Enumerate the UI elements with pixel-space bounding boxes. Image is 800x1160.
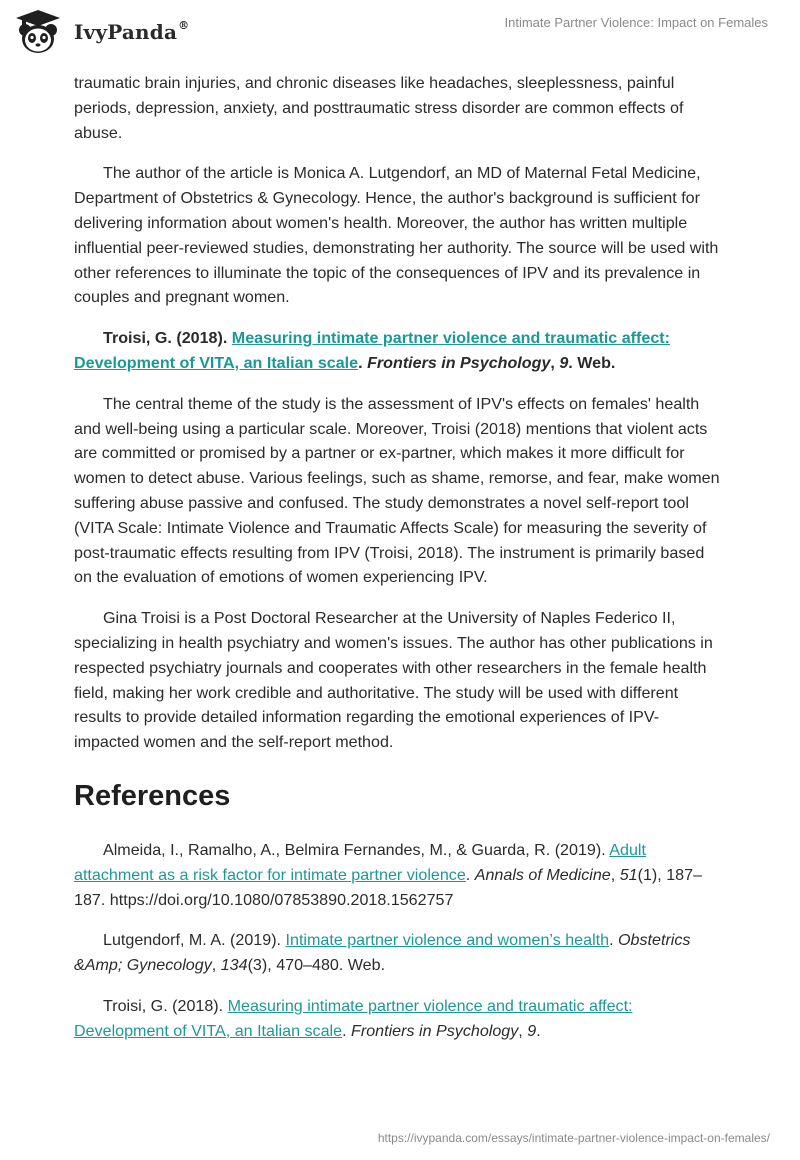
bib-end: . Web.	[568, 353, 616, 372]
paragraph-study-theme: The central theme of the study is the assessment of IPV's effects on females' health and well-being using a particular scale. Moreover, Troisi (2018) mentions that violent acts are committed or promised by a partner or ex-partner, which makes it more difficult for women to detect abuse. Various feelings, such as shame, remorse, and fear, make women suffering abuse passive and confused. The study demonstrates a novel self-report tool (VITA Scale: Intimate Violence and Traumatic Affects Scale) for measuring the severity of post-traumatic effects resulting from IPV (Troisi, 2018). The instrument is primarily based on the evaluation of emotions of women experiencing IPV.	[74, 394, 720, 587]
ref-journal: Obstetrics &Amp; Gynecology	[74, 931, 691, 975]
paragraph-continued: traumatic brain injuries, and chronic diseases like headaches, sleeplessness, painful periods, depression, anxiety, and posttraumatic stress disorder are common effects of abuse.	[74, 74, 684, 142]
ref-journal: Frontiers in Psychology	[351, 1021, 519, 1040]
ref-link-lutgendorf[interactable]: Intimate partner violence and women’s health	[285, 931, 610, 950]
references-list	[74, 838, 724, 1044]
reference-almeida	[74, 838, 724, 912]
essay-title: Intimate Partner Violence: Impact on Females	[504, 15, 768, 30]
bib-volume: 9	[559, 353, 569, 372]
ref-rest: (3), 470–480. Web.	[247, 956, 386, 975]
bib-author: Troisi, G. (2018).	[103, 329, 232, 348]
ref-volume: 9	[527, 1021, 537, 1040]
page-header	[0, 0, 800, 64]
reference-troisi	[74, 994, 724, 1044]
registered-mark: ®	[178, 19, 190, 33]
ref-dot: .	[342, 1021, 352, 1040]
reference-lutgendorf	[74, 928, 724, 978]
ref-link-almeida[interactable]: Adult attachment as a risk factor for intimate partner violence	[74, 840, 646, 884]
essay-body	[74, 71, 724, 1044]
ref-authors: Lutgendorf, M. A. (2019).	[103, 931, 286, 950]
ref-sep: ,	[518, 1021, 528, 1040]
bib-link-troisi[interactable]: Measuring intimate partner violence and traumatic affect: Development of VITA, an Italian scale	[74, 329, 671, 372]
ref-rest: (1), 187–187. https://doi.org/10.1080/07853890.2018.1562757	[74, 865, 703, 909]
bibliography-entry-troisi	[74, 326, 724, 376]
paragraph-author-troisi: Gina Troisi is a Post Doctoral Researcher at the University of Naples Federico II, specializing in health psychiatry and women's issues. The author has other publications in respected psychiatry journals and cooperates with other researchers in the female health field, making her work credible and authoritative. The study will be used with different results to provide detailed information regarding the emotional experiences of IPV-impacted women and the self-report method.	[74, 609, 713, 752]
ref-rest: .	[536, 1021, 541, 1040]
ref-sep: ,	[610, 865, 620, 884]
brand-name[interactable]	[74, 20, 189, 44]
bib-after-link: .	[358, 353, 368, 372]
brand-text: IvyPanda	[74, 20, 178, 44]
ref-link-troisi[interactable]: Measuring intimate partner violence and traumatic affect: Development of VITA, an Italian scale	[74, 996, 633, 1040]
ref-volume: 51	[619, 865, 638, 884]
footer-source-url: https://ivypanda.com/essays/intimate-partner-violence-impact-on-females/	[377, 1131, 770, 1145]
ref-dot: .	[465, 865, 475, 884]
ref-journal: Annals of Medicine	[474, 865, 611, 884]
bib-journal: Frontiers in Psychology	[367, 353, 551, 372]
ref-authors: Troisi, G. (2018).	[103, 996, 228, 1015]
bib-sep: ,	[550, 353, 560, 372]
ref-sep: ,	[211, 956, 221, 975]
references-heading: References	[74, 779, 231, 812]
ref-dot: .	[609, 931, 619, 950]
ref-volume: 134	[220, 956, 248, 975]
paragraph-author-lutgendorf: The author of the article is Monica A. Lutgendorf, an MD of Maternal Fetal Medicine, Department of Obstetrics & Gynecology. Hence, the author's background is sufficient for delivering information about women's health. Moreover, the author has written multiple influential peer-reviewed studies, demonstrating her authority. The source will be used with other references to illuminate the topic of the consequences of IPV and its prevalence in couples and pregnant women.	[74, 164, 719, 307]
ivypanda-logo-icon[interactable]	[14, 9, 62, 55]
ref-authors: Almeida, I., Ramalho, A., Belmira Fernandes, M., & Guarda, R. (2019).	[103, 840, 610, 859]
